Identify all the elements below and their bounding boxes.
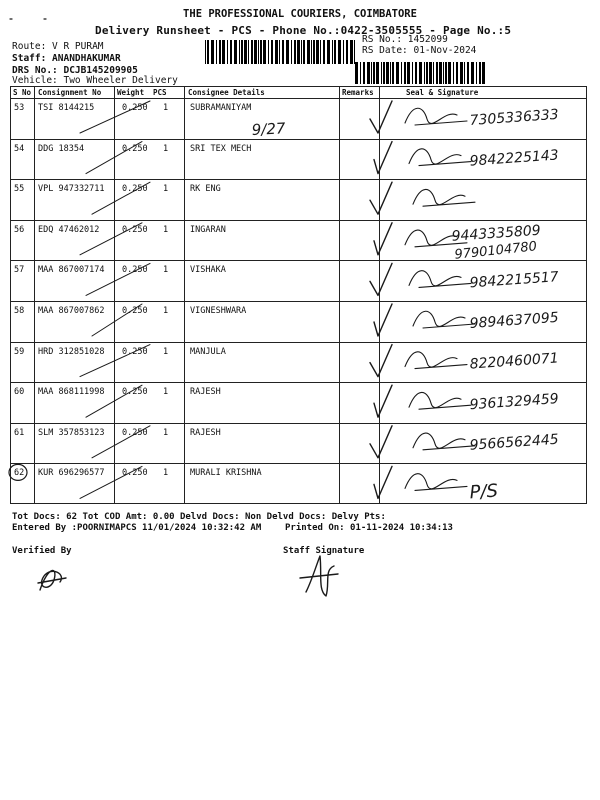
consignee-name: VIGNESHWARA [190, 306, 247, 316]
consignment-number: DDG 18354 [38, 143, 85, 154]
barcode-left [205, 40, 355, 64]
pcs-value: 1 [163, 346, 169, 357]
weight-value: 0.250 [122, 427, 148, 438]
weight-value: 0.250 [122, 468, 148, 479]
handwritten-phone: 9566562445 [469, 431, 560, 454]
handwritten-phone: 9894637095 [469, 309, 560, 332]
consignment-number: HRD 312851028 [38, 346, 105, 357]
vehicle-label: Vehicle: Two Wheeler Delivery [12, 75, 178, 86]
handwritten-note: 9/27 [251, 119, 286, 139]
row-sno: 56 [14, 224, 25, 235]
weight-value: 0.250 [122, 346, 148, 357]
company-title: THE PROFESSIONAL COURIERS, COIMBATORE [183, 8, 417, 20]
pcs-value: 1 [163, 143, 169, 154]
consignment-number: KUR 696296577 [38, 468, 105, 479]
table-row [11, 423, 586, 464]
handwritten-phone: 9361329459 [469, 391, 560, 414]
col-weight: Weight [117, 88, 145, 97]
table-row [11, 139, 586, 180]
weight-value: 0.250 [122, 265, 148, 276]
route-label: Route: V R PURAM [12, 41, 104, 52]
weight-value: 0.250 [122, 103, 148, 113]
row-sno: 54 [14, 143, 25, 154]
col-consignment: Consignment No [38, 88, 102, 97]
handwritten-phone: 9842215517 [469, 269, 560, 292]
totals-line: Tot Docs: 62 Tot COD Amt: 0.00 Delvd Docs: Non Delvd Docs: Delvy Pts: [12, 512, 386, 522]
table-row [11, 301, 586, 342]
consignee-name: MURALI KRISHNA [190, 468, 262, 479]
barcode-right [355, 62, 485, 84]
consignment-number: SLM 357853123 [38, 427, 105, 438]
handwritten-phone: 8220460071 [469, 350, 560, 373]
staff-signature [300, 556, 338, 596]
pcs-value: 1 [163, 306, 169, 316]
row-sno: 62 [14, 468, 25, 479]
consignment-number: EDQ 47462012 [38, 224, 100, 235]
handwritten-phone: 9790104780 [453, 239, 538, 263]
col-sno: S No [13, 88, 32, 97]
table-row [11, 220, 586, 261]
weight-value: 0.250 [122, 387, 148, 398]
rs-date: RS Date: 01-Nov-2024 [362, 45, 477, 56]
pcs-value: 1 [163, 103, 169, 113]
staff-label: Staff: ANANDHAKUMAR [12, 53, 121, 64]
table-row [11, 382, 586, 423]
pcs-value: 1 [163, 184, 169, 195]
row-sno: 53 [14, 103, 25, 113]
consignee-name: MANJULA [190, 346, 226, 357]
handwritten-phone: 9842225143 [469, 147, 560, 170]
consignee-name: RAJESH [190, 387, 221, 398]
pcs-value: 1 [163, 224, 169, 235]
col-consignee: Consignee Details [188, 88, 265, 97]
col-remarks: Remarks [342, 88, 374, 97]
verified-by-label: Verified By [12, 546, 72, 556]
consignee-name: SUBRAMANIYAM [190, 103, 252, 113]
row-sno: 61 [14, 427, 25, 438]
pcs-value: 1 [163, 265, 169, 276]
pcs-value: 1 [163, 387, 169, 398]
handwritten-phone: 7305336333 [469, 106, 560, 129]
weight-value: 0.250 [122, 224, 148, 235]
handwritten-initials: P/S [468, 480, 499, 504]
row-sno: 59 [14, 346, 25, 357]
verifier-signature [38, 571, 66, 590]
table-row [11, 98, 586, 139]
table-row [11, 260, 586, 301]
consignment-number: TSI 8144215 [38, 103, 95, 113]
consignment-number: MAA 867007174 [38, 265, 105, 276]
weight-value: 0.250 [122, 184, 148, 195]
pcs-value: 1 [163, 427, 169, 438]
consignee-name: RAJESH [190, 427, 221, 438]
table-row [11, 342, 586, 383]
row-sno: 58 [14, 306, 25, 316]
consignee-name: SRI TEX MECH [190, 143, 252, 154]
printed-on: Printed On: 01-11-2024 10:34:13 [285, 523, 453, 533]
rs-number: RS No.: 1452099 [362, 34, 448, 45]
drs-number: DRS No.: DCJB145209905 [12, 65, 138, 76]
consignee-name: RK ENG [190, 184, 221, 195]
pcs-value: 1 [163, 468, 169, 479]
weight-value: 0.250 [122, 306, 148, 316]
runsheet-subtitle: Delivery Runsheet - PCS - Phone No.:0422-3505555 - Page No.:5 [95, 24, 512, 37]
table-row [11, 463, 586, 504]
runsheet-table [10, 86, 587, 504]
row-sno: 55 [14, 184, 25, 195]
row-sno: 60 [14, 387, 25, 398]
col-seal: Seal & Signature [406, 88, 479, 97]
weight-value: 0.250 [122, 143, 148, 154]
consignment-number: MAA 867007862 [38, 306, 105, 316]
consignment-number: VPL 947332711 [38, 184, 105, 195]
consignment-number: MAA 868111998 [38, 387, 105, 398]
staff-signature-label: Staff Signature [283, 546, 365, 556]
col-pcs: PCS [153, 88, 167, 97]
entered-by: Entered By :POORNIMAPCS 11/01/2024 10:32:42 AM [12, 523, 262, 533]
consignee-name: VISHAKA [190, 265, 226, 276]
table-row [11, 179, 586, 220]
row-sno: 57 [14, 265, 25, 276]
consignee-name: INGARAN [190, 224, 226, 235]
handwritten-phone: 9443335809 [451, 222, 542, 245]
